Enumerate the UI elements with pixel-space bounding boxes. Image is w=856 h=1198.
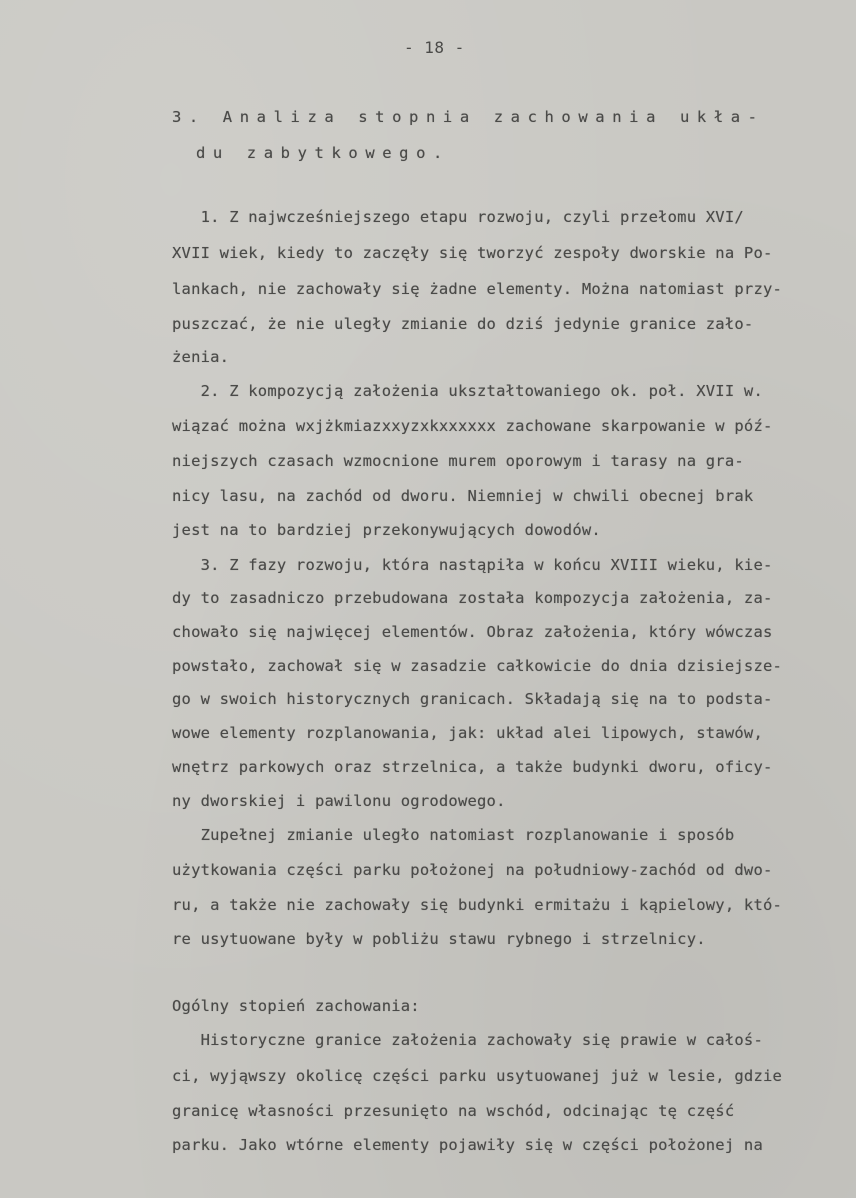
body-line: niejszych czasach wzmocnione murem oporowym i tarasy na gra- (172, 452, 744, 470)
body-line: wnętrz parkowych oraz strzelnica, a także budynki dworu, oficy- (172, 758, 773, 776)
body-line: go w swoich historycznych granicach. Składają się na to podsta- (172, 690, 773, 708)
body-line: XVII wiek, kiedy to zaczęły się tworzyć zespoły dworskie na Po- (172, 244, 773, 262)
body-line: jest na to bardziej przekonywujących dowodów. (172, 521, 601, 539)
body-line: parku. Jako wtórne elementy pojawiły się w części położonej na (172, 1136, 763, 1154)
body-line: żenia. (172, 348, 230, 366)
body-line: ci, wyjąwszy okolicę części parku usytuowanej już w lesie, gdzie (172, 1067, 783, 1085)
subsection-title: Ogólny stopień zachowania: (172, 997, 420, 1015)
body-line: wowe elementy rozplanowania, jak: układ alei lipowych, stawów, (172, 724, 763, 742)
body-line: Zupełnej zmianie uległo natomiast rozplanowanie i sposób (172, 826, 735, 844)
body-line: ru, a także nie zachowały się budynki ermitażu i kąpielowy, któ- (172, 896, 783, 914)
section-heading-line-2: du zabytkowego. (196, 144, 450, 162)
body-line: 3. Z fazy rozwoju, która nastąpiła w końcu XVIII wieku, kie- (172, 556, 773, 574)
body-line: lankach, nie zachowały się żadne elementy. Można natomiast przy- (172, 280, 783, 298)
body-line: powstało, zachował się w zasadzie całkowicie do dnia dzisiejsze- (172, 657, 783, 675)
body-line: ny dworskiej i pawilonu ogrodowego. (172, 792, 506, 810)
body-line: dy to zasadniczo przebudowana została kompozycja założenia, za- (172, 589, 773, 607)
body-line: Historyczne granice założenia zachowały się prawie w całoś- (172, 1031, 763, 1049)
body-line: użytkowania części parku położonej na południowy-zachód od dwo- (172, 861, 773, 879)
body-line: nicy lasu, na zachód od dworu. Niemniej w chwili obecnej brak (172, 487, 754, 505)
body-line: puszczać, że nie uległy zmianie do dziś jedynie granice zało- (172, 315, 754, 333)
page-number: - 18 - (404, 38, 465, 57)
body-line: chowało się najwięcej elementów. Obraz założenia, który wówczas (172, 623, 773, 641)
body-line: granicę własności przesunięto na wschód, odcinając tę część (172, 1102, 735, 1120)
body-line: 1. Z najwcześniejszego etapu rozwoju, czyli przełomu XVI/ (172, 208, 744, 226)
section-heading-line-1: 3. Analiza stopnia zachowania ukła- (172, 108, 765, 126)
body-line: re usytuowane były w pobliżu stawu rybnego i strzelnicy. (172, 930, 706, 948)
body-line: wiązać można wxjżkmiazxxyzxkxxxxxx zachowane skarpowanie w póź- (172, 417, 773, 435)
body-line: 2. Z kompozycją założenia ukształtowaniego ok. poł. XVII w. (172, 382, 763, 400)
